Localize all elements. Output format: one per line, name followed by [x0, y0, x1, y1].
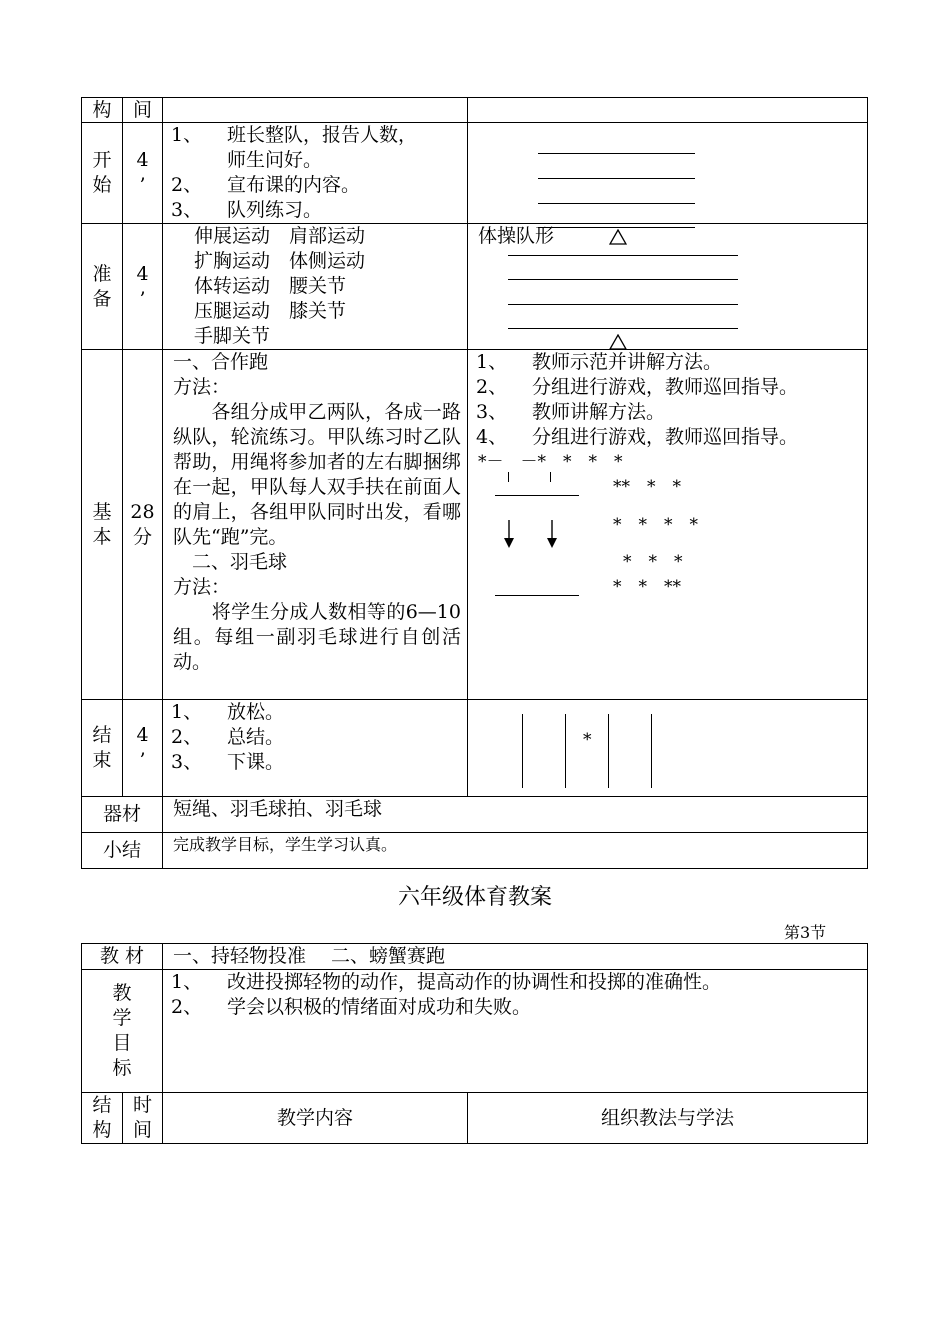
prep-content	[163, 224, 468, 350]
opening-time: 4 ’	[123, 123, 163, 224]
basic-row	[82, 350, 868, 700]
prep-label: 准 备	[82, 224, 123, 350]
stars-row: *－ －* * * *	[478, 452, 623, 472]
ending-row	[82, 700, 868, 797]
stars-group: * * * *	[613, 515, 698, 535]
header-tail-row	[82, 98, 868, 123]
plan-title: 六年级体育教案	[397, 885, 552, 910]
marker-tick	[508, 472, 509, 482]
prep-line: 压腿运动 膝关节	[194, 300, 347, 322]
content-line: 方法：	[173, 376, 231, 398]
list-item: 2、 总结。	[171, 726, 285, 748]
triangle-icon	[609, 229, 627, 245]
goals-row	[82, 970, 868, 1093]
opening-formation-diagram	[468, 123, 868, 224]
formation-line	[538, 153, 695, 154]
formation-column	[651, 714, 652, 788]
stars-group: ** * *	[613, 477, 681, 497]
formation-line	[538, 178, 695, 179]
finish-line	[495, 595, 579, 596]
list-item: 1、 班长整队，报告人数，	[171, 124, 418, 146]
opening-row	[82, 123, 868, 224]
prep-line: 体转运动 腰关节	[194, 275, 347, 297]
formation-line	[508, 304, 738, 305]
list-item: 2、 宣布课的内容。	[171, 174, 361, 196]
content-line: 方法：	[173, 576, 231, 598]
list-item: 4、 分组进行游戏，教师巡回指导。	[476, 426, 799, 448]
content-paragraph: 将学生分成人数相等的6—10组。每组一副羽毛球进行自创活动。	[173, 601, 461, 673]
ending-formation-diagram	[468, 700, 868, 797]
equipment-row	[82, 797, 868, 833]
goals-label: 教 学 目 标	[82, 970, 163, 1093]
content-paragraph: 各组分成甲乙两队，各成一路纵队，轮流练习。甲队练习时乙队帮助，用绳将参加者的左右脚捆绑在一起，甲队每人双手扶在前面人的肩上，各组甲队同时出发，看哪队先“跑”完。	[173, 401, 461, 548]
ending-label: 结 束	[82, 700, 123, 797]
arrow-down-icon	[501, 520, 517, 550]
material-value: 一、持轻物投准 二、螃蟹赛跑	[163, 944, 868, 970]
struct-header-tail: 构	[92, 99, 112, 121]
formation-column	[522, 714, 523, 788]
list-item: 3、 教师讲解方法。	[476, 401, 666, 423]
basic-time: 28 分	[123, 350, 163, 700]
arrow-down-icon	[544, 520, 560, 550]
opening-content	[163, 123, 468, 224]
content-line: 一、合作跑	[173, 351, 269, 373]
material-label: 教 材	[82, 944, 163, 970]
col-content-header: 教学内容	[163, 1093, 468, 1144]
prep-line: 手脚关节	[194, 325, 271, 347]
list-item: 师生问好。	[227, 149, 323, 171]
prep-formation-diagram	[468, 224, 868, 350]
goals-content	[163, 970, 868, 1093]
col-org-header: 组织教法与学法	[468, 1093, 868, 1144]
formation-line	[508, 279, 738, 280]
content-line: 二、羽毛球	[173, 551, 288, 573]
marker-tick	[550, 472, 551, 482]
equipment-value: 短绳、羽毛球拍、羽毛球	[163, 797, 868, 833]
col-struct-header: 结 构	[82, 1093, 123, 1144]
list-item: 3、 下课。	[171, 751, 285, 773]
formation-label: 体操队形	[478, 225, 555, 247]
stars-group: * * *	[623, 552, 683, 572]
lesson-table-continued	[81, 97, 868, 869]
ending-content	[163, 700, 468, 797]
summary-value: 完成教学目标，学生学习认真。	[163, 833, 868, 869]
list-item: 1、 改进投掷轻物的动作，提高动作的协调性和投掷的准确性。	[171, 971, 722, 993]
formation-line	[508, 328, 738, 329]
basic-organization	[468, 350, 868, 700]
ending-time: 4 ’	[123, 700, 163, 797]
triangle-icon	[609, 334, 627, 350]
list-item: 3、 队列练习。	[171, 199, 323, 221]
opening-label: 开 始	[82, 123, 123, 224]
column-header-row	[82, 1093, 868, 1144]
basic-label: 基 本	[82, 350, 123, 700]
list-item: 1、 教师示范并讲解方法。	[476, 351, 723, 373]
stars-group: * * **	[613, 577, 681, 597]
col-time-header: 时 间	[123, 1093, 163, 1144]
list-item: 1、 放松。	[171, 701, 285, 723]
basic-content	[163, 350, 468, 700]
formation-line	[508, 255, 738, 256]
summary-label: 小结	[82, 833, 163, 869]
list-item: 2、 学会以积极的情绪面对成功和失败。	[171, 996, 532, 1018]
formation-line	[538, 203, 695, 204]
material-row	[82, 944, 868, 970]
time-header-tail: 间	[132, 99, 152, 121]
lesson-number: 第3节	[784, 923, 827, 942]
equipment-label: 器材	[82, 797, 163, 833]
teacher-star: *	[583, 730, 592, 750]
prep-line: 扩胸运动 体侧运动	[194, 250, 366, 272]
summary-row	[82, 833, 868, 869]
prep-line: 伸展运动 肩部运动	[194, 225, 366, 247]
formation-column	[608, 714, 609, 788]
prep-time: 4 ’	[123, 224, 163, 350]
list-item: 2、 分组进行游戏，教师巡回指导。	[476, 376, 799, 398]
start-line	[495, 495, 579, 496]
formation-column	[565, 714, 566, 788]
prep-row	[82, 224, 868, 350]
lesson-table-3	[81, 943, 868, 1144]
